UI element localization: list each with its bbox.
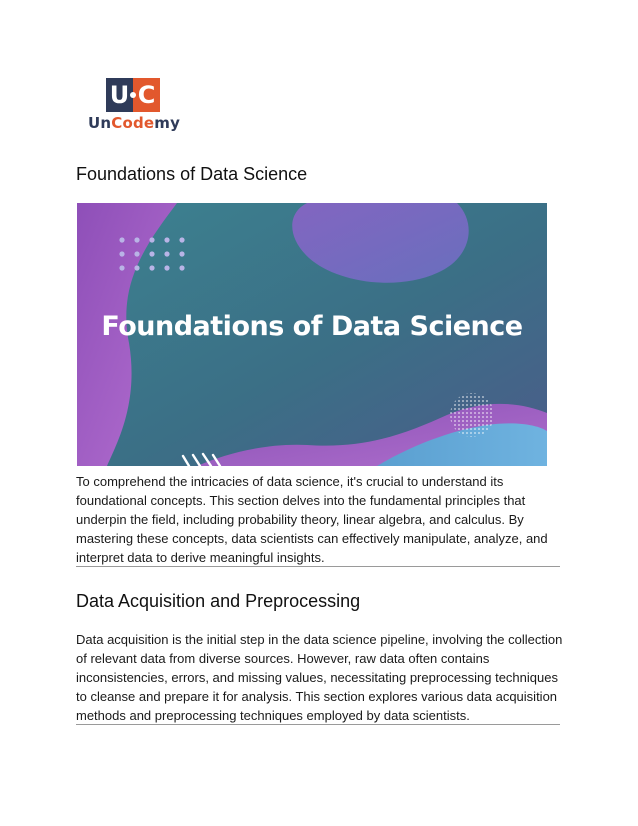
section-body-data-acquisition: Data acquisition is the initial step in the data science pipeline, involving the collection of relevant data from diverse sources. However, raw data often contains inconsistencies, errors, and missing values, necessitating preprocessing techniques to cleanse and prepare it for analysis. This section explores various data acquisition methods and preprocessing techniques employed by data scientists. — [76, 632, 563, 723]
section-body-foundations: To comprehend the intricacies of data science, it's crucial to understand its foundational concepts. This section delves into the fundamental principles that underpin the field, including probability theory, linear algebra, and calculus. By mastering these concepts, data scientists can effectively manipulate, analyze, and interpret data to derive meaningful insights. — [76, 474, 548, 565]
logo-wordmark — [88, 114, 180, 132]
logo-word-code: Code — [111, 114, 155, 132]
logo-dot — [130, 92, 136, 98]
section-heading-data-acquisition: Data Acquisition and Preprocessing — [76, 591, 361, 611]
logo-mark — [106, 78, 160, 112]
hero-title-text: Foundations of Data Science — [101, 311, 523, 342]
logo-word-my: my — [154, 114, 181, 132]
logo-mark-u: U — [106, 78, 133, 112]
logo-mark-c: C — [133, 78, 160, 112]
logo-word-un: Un — [88, 114, 112, 132]
uncodemy-logo — [88, 78, 188, 134]
hero-banner-image — [77, 203, 547, 466]
divider — [76, 724, 560, 725]
section-heading-foundations: Foundations of Data Science — [76, 164, 308, 184]
divider — [76, 566, 560, 567]
hero-dotted-circle — [450, 393, 494, 437]
